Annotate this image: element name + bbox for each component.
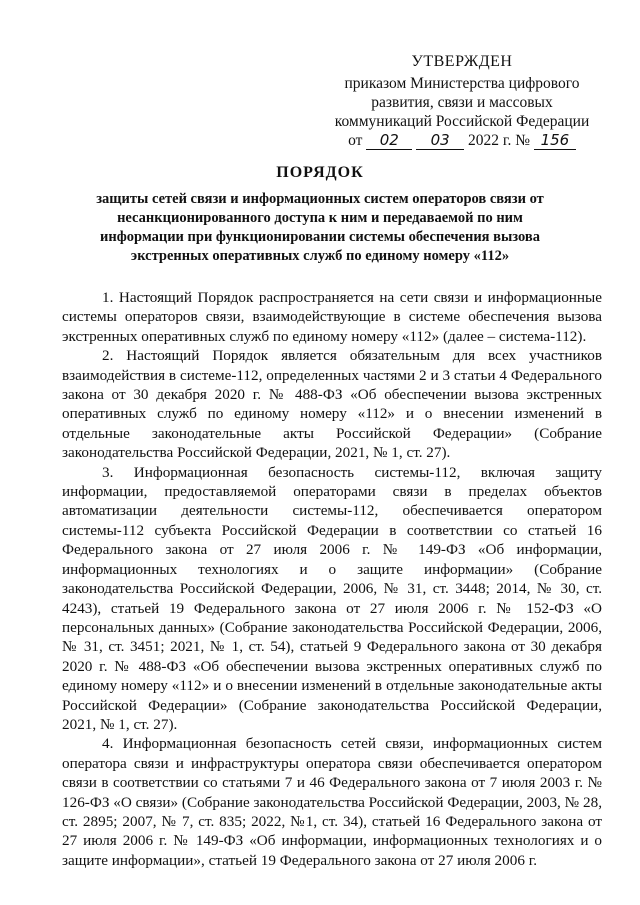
handwritten-day: 02	[366, 132, 412, 150]
approval-stamp: УТВЕРЖДЕН	[411, 53, 513, 70]
document-body	[62, 288, 602, 870]
handwritten-month: 03	[416, 132, 464, 150]
paragraph-2: 2. Настоящий Порядок является обязательным для всех участников взаимодействия в системе-112, определенных частями 2 и 3 статьи 4 Федерального закона от 30 декабря 2020 г. № 488-ФЗ «Об обеспечении вызова экстренных оперативных служб по единому номеру «112» и о внесении изменений в отдельные законодательные акты Российской Федерации» (Собрание законодательства Российской Федерации, 2021, № 1, ст. 27).	[62, 347, 602, 462]
paragraph-4: 4. Информационная безопасность сетей связи, информационных систем оператора связи и инфраструктуры оператора связи обеспечивается оператором связи в соответствии со статьями 7 и 46 Федерального закона от 7 июля 2003 г. № 126-ФЗ «О связи» (Собрание законодательства Российской Федерации, 2003, № 28, ст. 2895; 2007, № 7, ст. 835; 2022, №1, ст. 34), статьей 16 Федерального закона от 27 июля 2006 г. № 149-ФЗ «Об информации, информационных технологиях и о защите информации», статьей 19 Федерального закона от 27 июля 2006 г.	[62, 735, 602, 869]
title-heading: ПОРЯДОК	[276, 164, 364, 181]
title-subtitle: защиты сетей связи и информационных систем операторов связи от несанкционированного доступа к ним и передаваемой по ним информации при функционировании системы обеспечения вызова экстренных оперативных служб по единому номеру «112»	[96, 191, 544, 264]
date-prefix: от	[348, 132, 363, 149]
document-title	[90, 164, 550, 266]
year-text: 2022 г. №	[468, 132, 531, 149]
paragraph-3: 3. Информационная безопасность системы-112, включая защиту информации, предоставляемой операторами связи в пределах объектов автоматизации деятельности системы-112, обеспечивается оператором системы-112 субъекта Российской Федерации в соответствии со статьей 16 Федерального закона от 27 июля 2006 г. № 149-ФЗ «Об информации, информационных технологиях и о защите информации» (Собрание законодательства Российской Федерации, 2006, № 31, ст. 3448; 2014, № 30, ст. 4243), статьей 19 Федерального закона от 27 июля 2006 г. № 152-ФЗ «О персональных данных» (Собрание законодательства Российской Федерации, 2006, № 31, ст. 3451; 2021, № 1, ст. 54), статьей 9 Федерального закона от 30 декабря 2020 г. № 488-ФЗ «Об обеспечении вызова экстренных оперативных служб по единому номеру «112» и о внесении изменений в отдельные законодательные акты Российской Федерации» (Собрание законодательства Российской Федерации, 2021, № 1, ст. 27).	[62, 463, 602, 733]
approval-line-2: развития, связи и массовых	[371, 94, 553, 111]
approval-block	[332, 52, 592, 150]
approval-dateline	[332, 131, 592, 150]
handwritten-number: 156	[534, 132, 576, 150]
paragraph-1: 1. Настоящий Порядок распространяется на сети связи и информационные системы операторов связи, взаимодействующие в системе обеспечения вызова экстренных оперативных служб по единому номеру «112» (далее – система-112).	[62, 289, 602, 345]
approval-line-3: коммуникаций Российской Федерации	[334, 113, 590, 130]
approval-line-1: приказом Министерства цифрового	[344, 75, 580, 92]
